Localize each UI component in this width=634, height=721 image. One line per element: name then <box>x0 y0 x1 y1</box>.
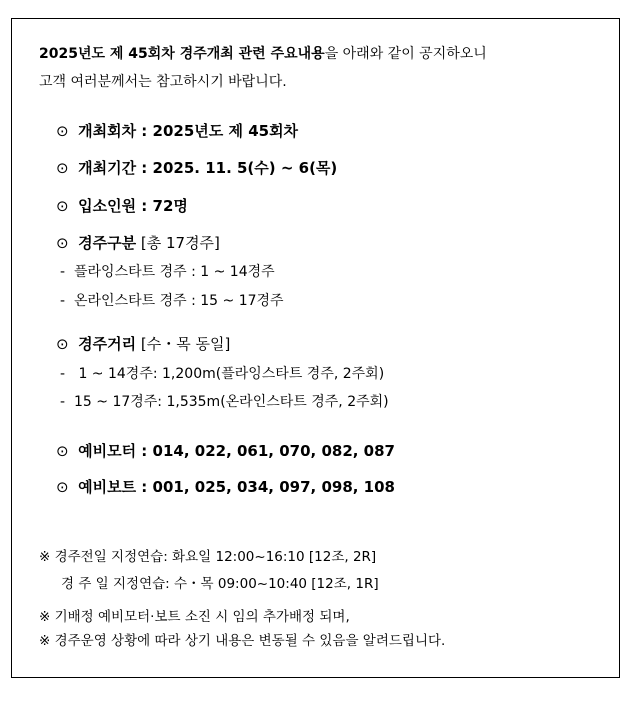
bullet-icon: ⊙ <box>56 234 69 252</box>
dash-marker: - <box>60 366 66 382</box>
race-type-sub-1 <box>60 262 275 282</box>
item-race-type-note: [총 17경주] <box>140 234 220 252</box>
bullet-icon: ⊙ <box>56 159 69 177</box>
intro-highlight: 2025년도 제 45회차 경주개최 관련 주요내용 <box>39 46 325 62</box>
bullet-icon: ⊙ <box>56 197 69 215</box>
note-line-4: ※ 경주운영 상황에 따라 상기 내용은 변동될 수 있음을 알려드립니다. <box>39 633 446 649</box>
intro-line-1 <box>39 44 487 64</box>
item-spare-boat-label: 예비보트 : 001, 025, 034, 097, 098, 108 <box>78 478 395 496</box>
item-period <box>56 158 337 178</box>
item-distance-note: [수・목 동일] <box>140 335 231 353</box>
item-spare-motor-label: 예비모터 : 014, 022, 061, 070, 082, 087 <box>78 442 395 460</box>
item-spare-boat <box>56 477 395 497</box>
note-line-1: ※ 경주전일 지정연습: 화요일 12:00~16:10 [12조, 2R] <box>39 549 377 565</box>
item-round-label: 개최회차 : 2025년도 제 45회차 <box>78 122 299 140</box>
item-race-type <box>56 233 220 253</box>
race-type-sub-2-text: 온라인스타트 경주 : 15 ~ 17경주 <box>74 293 284 309</box>
dash-marker: - <box>60 264 66 280</box>
bullet-icon: ⊙ <box>56 442 69 460</box>
note-line-3: ※ 기배정 예비모터·보트 소진 시 임의 추가배정 되며, <box>39 609 350 625</box>
item-period-label: 개최기간 : 2025. 11. 5(수) ~ 6(목) <box>78 159 338 177</box>
bullet-icon: ⊙ <box>56 478 69 496</box>
distance-sub-1 <box>60 364 384 384</box>
item-entry-label: 입소인원 : 72명 <box>78 197 188 215</box>
dash-marker: - <box>60 394 66 410</box>
race-type-sub-2 <box>60 291 284 311</box>
bullet-icon: ⊙ <box>56 122 69 140</box>
bullet-icon: ⊙ <box>56 335 69 353</box>
distance-sub-1-text: 1 ~ 14경주: 1,200m(플라잉스타트 경주, 2주회) <box>74 366 385 382</box>
item-distance-label: 경주거리 <box>78 335 137 353</box>
intro-line-2: 고객 여러분께서는 참고하시기 바랍니다. <box>39 74 287 90</box>
item-round <box>56 121 298 141</box>
item-distance <box>56 334 230 354</box>
distance-sub-2 <box>60 392 389 412</box>
intro-rest: 을 아래와 같이 공지하오니 <box>324 46 487 62</box>
distance-sub-2-text: 15 ~ 17경주: 1,535m(온라인스타트 경주, 2주회) <box>74 394 389 410</box>
item-entry <box>56 196 188 216</box>
dash-marker: - <box>60 293 66 309</box>
note-line-2: 경 주 일 지정연습: 수・목 09:00~10:40 [12조, 1R] <box>61 576 379 592</box>
item-spare-motor <box>56 441 395 461</box>
item-race-type-label: 경주구분 <box>78 234 137 252</box>
race-type-sub-1-text: 플라잉스타트 경주 : 1 ~ 14경주 <box>74 264 275 280</box>
